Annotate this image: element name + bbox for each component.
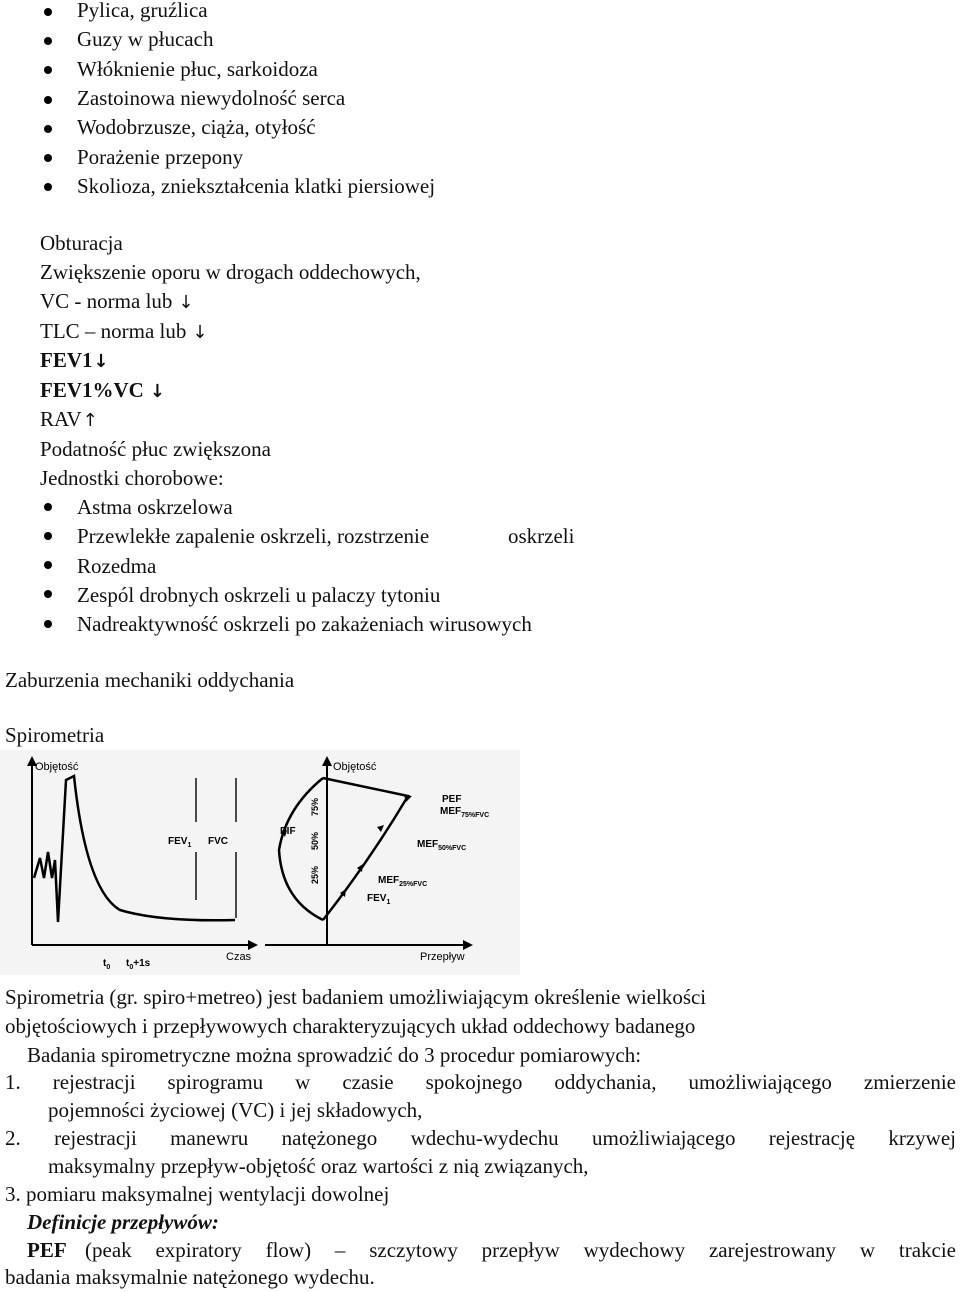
obstruction-heading: Obturacja [40, 231, 123, 255]
procedure-item: 1. rejestracji spirogramu w czasie spokojnego oddychania, umożliwiającego zmierzenie [5, 1070, 956, 1094]
mef25-label: $MEF_{25\%FVC}$ [378, 875, 428, 888]
fev1-text: FEV1 [40, 348, 93, 372]
vc-text: VC - norma lub [40, 289, 173, 313]
figure-background [0, 750, 520, 975]
list-item: Astma oskrzelowa [77, 495, 233, 519]
flow-volume-x-label: Przepływ [420, 951, 465, 963]
list-item: Wodobrzusze, ciąża, otyłość [77, 115, 316, 139]
spirogram-x-label: Czas [226, 951, 252, 963]
spirometry-figure [0, 750, 520, 975]
bullet [44, 96, 52, 104]
fev1-line [40, 347, 109, 375]
mef50-label: $MEF_{50\%FVC}$ [417, 839, 467, 852]
list-item: Zespól drobnych oskrzeli u palaczy tytoniu [77, 583, 441, 607]
section-heading-mechanics: Zaburzenia mechaniki oddychania [5, 668, 295, 692]
compliance-line: Podatność płuc zwiększona [40, 437, 271, 461]
paragraph-line: Spirometria (gr. spiro+metreo) jest badaniem umożliwiającym określenie wielkości [5, 985, 707, 1009]
rav-text: RAV [40, 407, 82, 431]
bullet [44, 620, 52, 628]
list-item: Porażenie przepony [77, 145, 244, 169]
percent-75-label: 75% [310, 797, 320, 816]
arrow-down-icon: ↓ [192, 322, 208, 343]
bullet [44, 532, 52, 540]
arrow-down-icon: ↓ [93, 351, 109, 372]
procedure-item-cont: pojemności życiowej (VC) i jej składowych, [48, 1098, 423, 1122]
fev1vc-line [40, 377, 165, 405]
vc-line [40, 288, 194, 316]
procedure-item: 2. rejestracji manewru natężonego wdechu-wydechu umożliwiającego rejestrację krzywej [5, 1126, 956, 1150]
pef-definition-cont: badania maksymalnie natężonego wydechu. [5, 1265, 375, 1289]
t0-label: $t_0$ [103, 958, 111, 971]
arrow-down-icon: ↓ [149, 381, 165, 402]
bullet [44, 590, 52, 598]
flow-volume-y-label: Objętość [333, 761, 377, 773]
list-item: Nadreaktywność oskrzeli po zakażeniach wirusowych [77, 612, 532, 636]
obstruction-line: Zwiększenie oporu w drogach oddechowych, [40, 260, 421, 284]
bullet [44, 561, 52, 569]
section-heading-spirometry: Spirometria [5, 723, 105, 747]
list-item: Guzy w płucach [77, 27, 214, 51]
bullet [44, 183, 52, 191]
pef-definition-text: (peak expiratory flow) – szczytowy przepływ wydechowy zarejestrowany w trakcie [85, 1238, 956, 1262]
tlc-line [40, 318, 208, 346]
pef-term: PEF [27, 1238, 67, 1262]
pif-label: PIF [280, 826, 296, 837]
bullet [44, 66, 52, 74]
paragraph-line: objętościowych i przepływowych charakteryzujących układ oddechowy badanego [5, 1014, 696, 1038]
spirogram-y-label: Objętość [35, 761, 79, 773]
fev1-flow-label: $FEV_1$ [367, 893, 391, 906]
rav-line [40, 406, 98, 434]
fev1-label: $FEV_1$ [168, 836, 192, 849]
arrow-up-icon: ↑ [82, 410, 98, 431]
bullet [44, 8, 52, 16]
percent-50-label: 50% [310, 831, 320, 850]
pef-label: PEF [442, 794, 462, 805]
list-item-tail: oskrzeli [508, 524, 575, 548]
arrow-down-icon: ↓ [178, 292, 194, 313]
mef75-label: $MEF_{75\%FVC}$ [440, 806, 490, 819]
percent-25-label: 25% [310, 865, 320, 884]
fev1vc-text: FEV1%VC [40, 378, 144, 402]
list-item: Skolioza, zniekształcenia klatki piersiowej [77, 174, 436, 198]
paragraph-line: Badania spirometryczne można sprowadzić do 3 procedur pomiarowych: [27, 1043, 642, 1067]
procedure-item: 3. pomiaru maksymalnej wentylacji dowolnej [5, 1182, 390, 1206]
list-item: Rozedma [77, 554, 157, 578]
diseases-label: Jednostki chorobowe: [40, 466, 224, 490]
procedure-item-cont: maksymalny przepływ-objętość oraz wartości z nią związanych, [48, 1154, 589, 1178]
t0-plus-1s-label: $t_0+1s$ [126, 958, 151, 971]
fvc-label: FVC [208, 836, 228, 847]
list-item: Przewlekłe zapalenie oskrzeli, rozstrzenie [77, 524, 430, 548]
definitions-heading: Definicje przepływów: [27, 1210, 219, 1234]
list-item: Zastoinowa niewydolność serca [77, 86, 346, 110]
bullet [44, 125, 52, 133]
bullet [44, 37, 52, 45]
list-item: Pylica, gruźlica [77, 0, 208, 22]
bullet [44, 154, 52, 162]
bullet [44, 503, 52, 511]
tlc-text: TLC – norma lub [40, 319, 187, 343]
list-item: Włóknienie płuc, sarkoidoza [77, 57, 318, 81]
